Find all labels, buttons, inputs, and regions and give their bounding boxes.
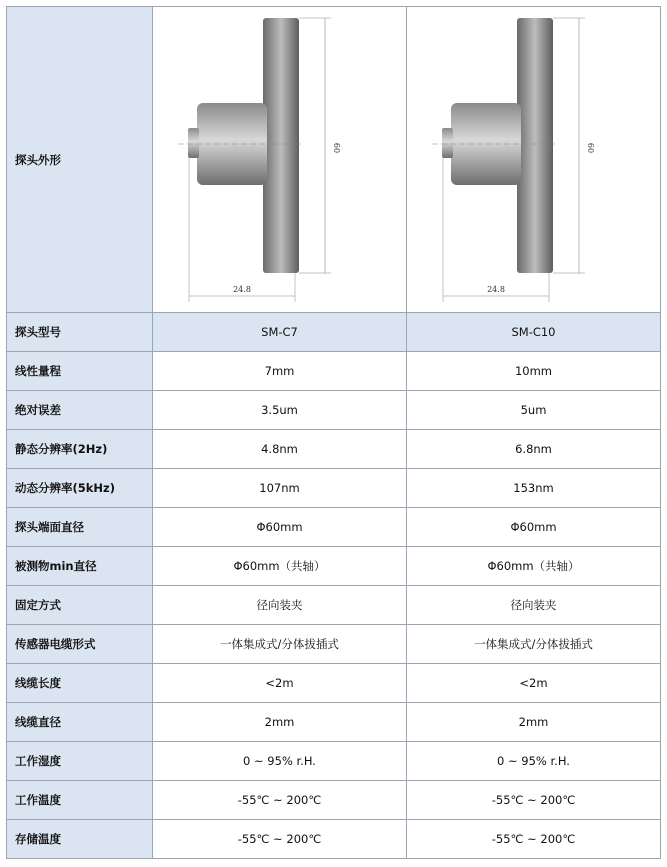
value-sm-c7: 3.5um: [153, 391, 407, 430]
value-sm-c7: Φ60mm: [153, 508, 407, 547]
value-sm-c7: 4.8nm: [153, 430, 407, 469]
probe-drawing-2: [407, 8, 659, 311]
height-dimension: 60: [586, 142, 595, 154]
table-row: [7, 313, 661, 352]
value-sm-c10: 10mm: [407, 352, 661, 391]
table-row: [7, 586, 661, 625]
value-sm-c7: 107nm: [153, 469, 407, 508]
value-sm-c10: 一体集成式/分体拔插式: [407, 625, 661, 664]
row-label: 静态分辨率(2Hz): [7, 430, 153, 469]
probe-drawing-1: [153, 8, 405, 311]
row-label: 动态分辨率(5kHz): [7, 469, 153, 508]
value-sm-c7: 一体集成式/分体拔插式: [153, 625, 407, 664]
table-row: [7, 391, 661, 430]
value-sm-c10: SM-C10: [407, 313, 661, 352]
row-label: 存储温度: [7, 820, 153, 859]
row-label: 线性量程: [7, 352, 153, 391]
value-sm-c7: 径向装夹: [153, 586, 407, 625]
row-label: 线缆长度: [7, 664, 153, 703]
row-label: 被测物min直径: [7, 547, 153, 586]
value-sm-c7: <2m: [153, 664, 407, 703]
height-dimension: 60: [332, 142, 341, 154]
table-row-probe-shape: [7, 7, 661, 313]
width-dimension: 24.8: [487, 285, 505, 294]
row-label: 线缆直径: [7, 703, 153, 742]
table-row: [7, 781, 661, 820]
row-label: 传感器电缆形式: [7, 625, 153, 664]
value-sm-c7: 2mm: [153, 703, 407, 742]
value-sm-c10: -55℃ ~ 200℃: [407, 781, 661, 820]
table-row: [7, 430, 661, 469]
row-label: 探头外形: [7, 7, 153, 313]
probe-drawing-cell: [407, 7, 661, 313]
value-sm-c10: 5um: [407, 391, 661, 430]
spec-sheet: [6, 6, 660, 861]
width-dimension: 24.8: [233, 285, 251, 294]
value-sm-c10: <2m: [407, 664, 661, 703]
value-sm-c7: SM-C7: [153, 313, 407, 352]
table-row: [7, 547, 661, 586]
value-sm-c7: Φ60mm（共轴）: [153, 547, 407, 586]
row-label: 探头型号: [7, 313, 153, 352]
value-sm-c10: Φ60mm（共轴）: [407, 547, 661, 586]
probe-drawing-cell: [153, 7, 407, 313]
table-row: [7, 703, 661, 742]
table-row: [7, 820, 661, 859]
value-sm-c10: 6.8nm: [407, 430, 661, 469]
value-sm-c7: 7mm: [153, 352, 407, 391]
table-row: [7, 664, 661, 703]
table-row: [7, 469, 661, 508]
value-sm-c10: 径向装夹: [407, 586, 661, 625]
value-sm-c10: Φ60mm: [407, 508, 661, 547]
row-label: 工作温度: [7, 781, 153, 820]
row-label: 工作湿度: [7, 742, 153, 781]
table-row: [7, 625, 661, 664]
value-sm-c10: 0 ~ 95% r.H.: [407, 742, 661, 781]
value-sm-c7: -55℃ ~ 200℃: [153, 781, 407, 820]
value-sm-c10: 153nm: [407, 469, 661, 508]
value-sm-c7: 0 ~ 95% r.H.: [153, 742, 407, 781]
spec-table: [6, 6, 661, 859]
row-label: 探头端面直径: [7, 508, 153, 547]
row-label: 绝对误差: [7, 391, 153, 430]
table-row: [7, 508, 661, 547]
value-sm-c10: 2mm: [407, 703, 661, 742]
value-sm-c10: -55℃ ~ 200℃: [407, 820, 661, 859]
row-label: 固定方式: [7, 586, 153, 625]
table-row: [7, 742, 661, 781]
table-row: [7, 352, 661, 391]
value-sm-c7: -55℃ ~ 200℃: [153, 820, 407, 859]
